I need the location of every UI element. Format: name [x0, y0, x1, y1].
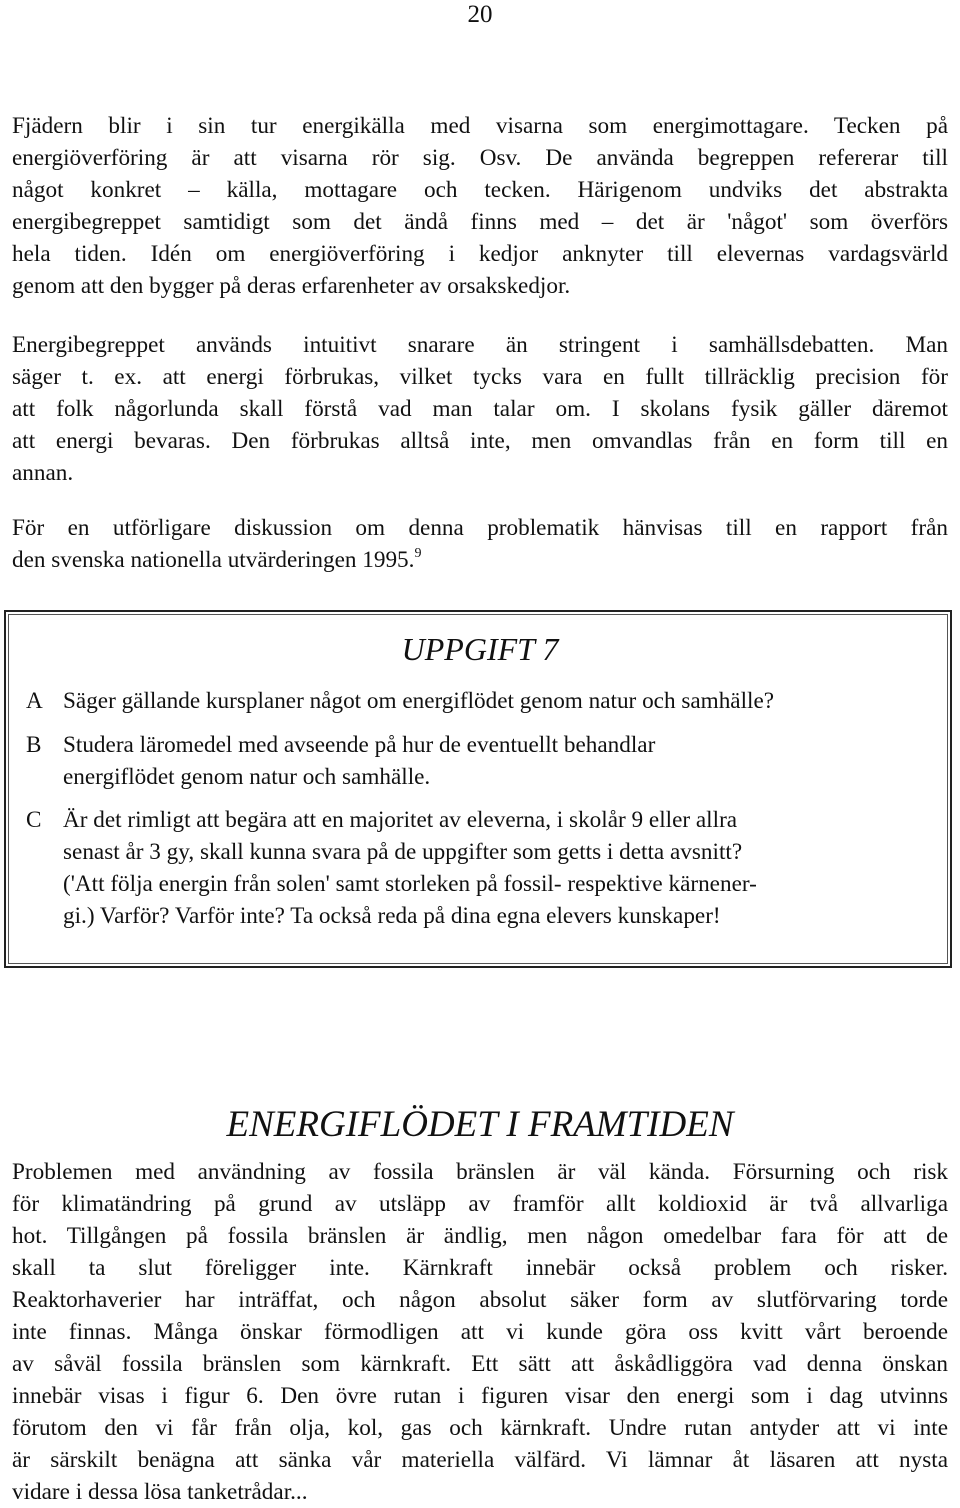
- text-line: ('Att följa energin från solen' samt storleken på fossil- respektive kärnener-: [63, 871, 757, 897]
- text-line: hot. Tillgången på fossila bränslen är ändlig, men någon omedelbar fara för att de: [12, 1223, 948, 1249]
- text-line: energiflödet genom natur och samhälle.: [63, 764, 431, 790]
- text-line: Studera läromedel med avseende på hur de eventuellt behandlar: [63, 732, 656, 758]
- text-line: för klimatändring på grund av utsläpp av framför allt koldioxid är två allvarliga: [12, 1191, 948, 1217]
- paragraph-energy-chain: [12, 110, 948, 302]
- text-line: att energi bevaras. Den förbrukas alltså inte, men omvandlas från en form till en: [12, 428, 948, 454]
- task-text: [63, 685, 953, 717]
- text-line: energiöverföring är att visarna rör sig. Osv. De använda begreppen refererar till: [12, 145, 948, 171]
- text-line: senast år 3 gy, skall kunna svara på de uppgifter som getts i detta avsnitt?: [63, 839, 743, 865]
- paragraph-reference: [12, 512, 948, 576]
- text-line: Fjädern blir i sin tur energikälla med visarna som energimottagare. Tecken på: [12, 113, 948, 139]
- text-line: innebär visas i figur 6. Den övre rutan i figuren visar den energi som i dag utvinns: [12, 1383, 948, 1409]
- footnote-marker: 9: [414, 546, 422, 561]
- text-line: För en utförligare diskussion om denna problematik hänvisas till en rapport från: [12, 515, 948, 541]
- text-line: Är det rimligt att begära att en majoritet av eleverna, i skolår 9 eller allra: [63, 807, 738, 833]
- text-line: förutom den vi får från olja, kol, gas och kärnkraft. Undre rutan antyder att vi inte: [12, 1415, 948, 1441]
- task-title: UPPGIFT 7: [401, 631, 559, 667]
- task-text: [63, 804, 953, 932]
- text-line: gi.) Varför? Varför inte? Ta också reda på dina egna elevers kunskaper!: [63, 903, 721, 929]
- text-line: av såväl fossila bränslen som kärnkraft. Ett sätt att åskådliggöra vad denna önskan: [12, 1351, 948, 1377]
- text-line: att folk någorlunda skall förstå vad man talar om. I skolans fysik gäller däremot: [12, 396, 948, 422]
- text-line: energibegreppet samtidigt som det ändå finns med – det är 'något' som överförs: [12, 209, 948, 235]
- task-letter: A: [26, 688, 43, 714]
- text-line: säger t. ex. att energi förbrukas, vilket tycks vara en fullt tillräcklig precision för: [12, 364, 948, 390]
- text-line: något konkret – källa, mottagare och tecken. Härigenom undviks det abstrakta: [12, 177, 948, 203]
- text-line: vidare i dessa lösa tanketrådar...: [12, 1479, 308, 1505]
- text-line: Reaktorhaverier har inträffat, och någon absolut säker form av slutförvaring torde: [12, 1287, 948, 1313]
- text-line: Energibegreppet används intuitivt snarare än stringent i samhällsdebatten. Man: [12, 332, 948, 358]
- text-line: Säger gällande kursplaner något om energiflödet genom natur och samhälle?: [63, 688, 775, 714]
- page-number: 20: [467, 1, 493, 28]
- text-line: skall ta slut föreligger inte. Kärnkraft innebär också problem och risker.: [12, 1255, 948, 1281]
- task-text: [63, 729, 953, 793]
- text-line: annan.: [12, 460, 74, 486]
- paragraph-future-energy: [12, 1156, 948, 1508]
- section-heading: ENERGIFLÖDET I FRAMTIDEN: [226, 1104, 734, 1145]
- task-letter: B: [26, 732, 42, 758]
- text-line: hela tiden. Idén om energiöverföring i kedjor anknyter till elevernas vardagsvärld: [12, 241, 948, 267]
- text-line: [12, 544, 948, 576]
- text-line-content: den svenska nationella utvärderingen 1995.: [12, 547, 415, 573]
- text-line: är särskilt benägna att sänka vår materiella välfärd. Vi lämnar åt läsaren att nysta: [12, 1447, 948, 1473]
- text-line: Problemen med användning av fossila bränslen är väl kända. Försurning och risk: [12, 1159, 948, 1185]
- text-line: genom att den bygger på deras erfarenheter av orsakskedjor.: [12, 273, 571, 299]
- paragraph-energy-concept: [12, 329, 948, 489]
- task-letter: C: [26, 807, 42, 833]
- text-line: inte finnas. Många önskar förmodligen att vi kunde göra oss kvitt vårt beroende: [12, 1319, 948, 1345]
